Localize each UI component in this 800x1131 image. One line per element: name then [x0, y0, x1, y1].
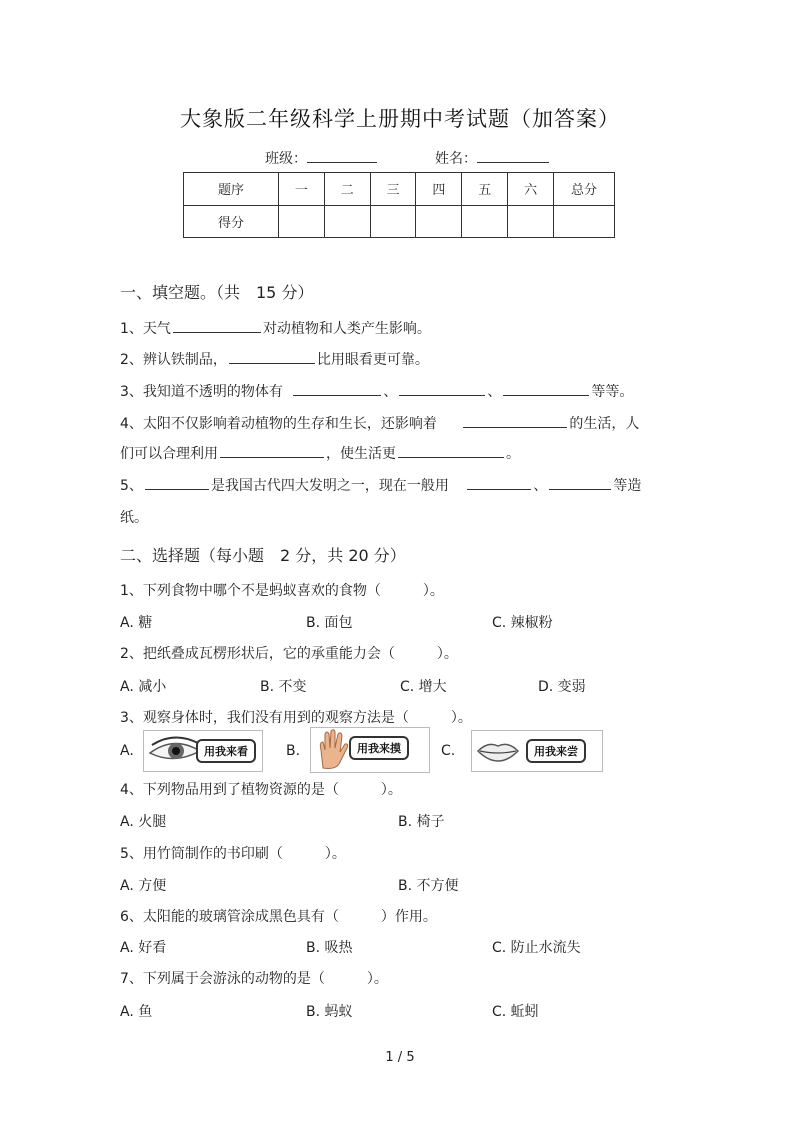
lips-picture[interactable] [471, 730, 603, 772]
question-1-2 [120, 349, 429, 369]
answer-blank[interactable] [467, 476, 531, 490]
class-blank[interactable] [307, 148, 377, 163]
answer-blank[interactable] [173, 319, 261, 333]
question-1-5-line2: 纸。 [120, 510, 148, 526]
name-field [435, 148, 549, 168]
question-text: 2、辨认铁制品， [120, 352, 227, 368]
score-cell[interactable] [324, 205, 370, 238]
answer-blank[interactable] [229, 350, 315, 364]
option-a[interactable]: A. 减小 [120, 679, 167, 695]
option-b[interactable]: B. 蚂蚁 [306, 1004, 353, 1020]
answer-blank[interactable] [145, 476, 209, 490]
question-2-2: 2、把纸叠成瓦楞形状后，它的承重能力会（ ）。 [120, 646, 458, 662]
question-text: 们可以合理利用 [120, 446, 218, 462]
option-a[interactable]: A. 方便 [120, 878, 167, 894]
question-1-3 [120, 381, 633, 401]
option-b[interactable]: B. 不变 [260, 679, 307, 695]
option-c[interactable]: C. 防止水流失 [492, 940, 581, 956]
question-1-4-line2 [120, 443, 520, 463]
answer-blank[interactable] [399, 382, 485, 396]
lips-icon [474, 731, 522, 771]
page-number: 1 / 5 [385, 1050, 415, 1065]
question-text: ，使生活更 [326, 446, 396, 462]
question-text: 是我国古代四大发明之一，现在一般用 [210, 478, 449, 494]
question-2-4: 4、下列物品用到了植物资源的是（ ）。 [120, 782, 402, 798]
header-cell: 二 [324, 173, 370, 206]
option-c[interactable]: C. 辣椒粉 [492, 615, 553, 631]
question-1-1 [120, 318, 431, 338]
answer-blank[interactable] [398, 444, 504, 458]
class-field [265, 148, 377, 168]
header-cell: 三 [370, 173, 416, 206]
answer-blank[interactable] [220, 444, 324, 458]
question-text: 4、太阳不仅影响着动植物的生存和生长，还影响着 [120, 416, 437, 432]
question-text: 1、天气 [120, 321, 171, 337]
question-1-5-line1 [120, 475, 641, 495]
header-cell: 五 [462, 173, 508, 206]
class-label: 班级： [265, 151, 307, 167]
question-text: 对动植物和人类产生影响。 [262, 321, 431, 337]
header-cell: 总分 [554, 173, 615, 206]
page-title: 大象版二年级科学上册期中考试题（加答案） [180, 107, 620, 131]
eye-picture[interactable] [143, 730, 263, 772]
question-text: 5、 [120, 478, 143, 494]
name-label: 姓名： [435, 151, 477, 167]
question-text: 比用眼看更可靠。 [316, 352, 429, 368]
separator: 、 [533, 478, 548, 494]
option-b[interactable]: B. [286, 743, 301, 759]
separator: 、 [487, 384, 502, 400]
option-c[interactable]: C. 蚯蚓 [492, 1004, 539, 1020]
score-table-header-row [184, 173, 615, 206]
score-table-score-row [184, 205, 615, 238]
header-cell: 六 [508, 173, 554, 206]
question-text: 等造 [613, 478, 642, 494]
question-2-5: 5、用竹筒制作的书印刷（ ）。 [120, 846, 346, 862]
option-a[interactable]: A. [120, 743, 134, 759]
answer-blank[interactable] [503, 382, 589, 396]
answer-blank[interactable] [293, 382, 381, 396]
score-cell[interactable] [370, 205, 416, 238]
question-2-6: 6、太阳能的玻璃管涂成黑色具有（ ）作用。 [120, 909, 437, 925]
name-blank[interactable] [477, 148, 549, 163]
hand-picture[interactable] [310, 727, 430, 773]
section1-heading: 一、填空题。（共 15 分） [120, 283, 314, 302]
score-cell[interactable] [416, 205, 462, 238]
question-text: 的生活，人 [569, 416, 640, 432]
score-table [183, 172, 615, 238]
option-c[interactable]: C. [441, 743, 456, 759]
option-a[interactable]: A. 糖 [120, 615, 153, 631]
option-b[interactable]: B. 椅子 [398, 814, 445, 830]
answer-blank[interactable] [463, 414, 567, 428]
hand-icon [313, 728, 353, 772]
row-label: 得分 [184, 205, 279, 238]
picture-caption: 用我来摸 [349, 736, 409, 760]
picture-caption: 用我来看 [196, 739, 256, 763]
question-text: 。 [506, 446, 520, 462]
option-b[interactable]: B. 吸热 [306, 940, 353, 956]
header-cell: 四 [416, 173, 462, 206]
section2-heading: 二、选择题（每小题 2 分，共 20 分） [120, 546, 406, 565]
question-2-1: 1、下列食物中哪个不是蚂蚁喜欢的食物（ ）。 [120, 583, 444, 599]
score-cell[interactable] [279, 205, 325, 238]
header-cell: 一 [279, 173, 325, 206]
header-cell: 题序 [184, 173, 279, 206]
option-b[interactable]: B. 面包 [306, 615, 353, 631]
answer-blank[interactable] [549, 476, 611, 490]
option-b[interactable]: B. 不方便 [398, 878, 459, 894]
score-cell[interactable] [508, 205, 554, 238]
question-2-3: 3、观察身体时，我们没有用到的观察方法是（ ）。 [120, 710, 472, 726]
score-cell[interactable] [554, 205, 615, 238]
question-text: 3、我知道不透明的物体有 [120, 384, 283, 400]
option-a[interactable]: A. 好看 [120, 940, 167, 956]
option-a[interactable]: A. 火腿 [120, 814, 167, 830]
question-1-4-line1 [120, 413, 639, 433]
separator: 、 [383, 384, 398, 400]
option-c[interactable]: C. 增大 [400, 679, 447, 695]
score-cell[interactable] [462, 205, 508, 238]
picture-caption: 用我来尝 [526, 739, 586, 763]
option-a[interactable]: A. 鱼 [120, 1004, 153, 1020]
question-2-7: 7、下列属于会游泳的动物的是（ ）。 [120, 971, 388, 987]
question-text: 等等。 [591, 384, 634, 400]
option-d[interactable]: D. 变弱 [538, 679, 586, 695]
